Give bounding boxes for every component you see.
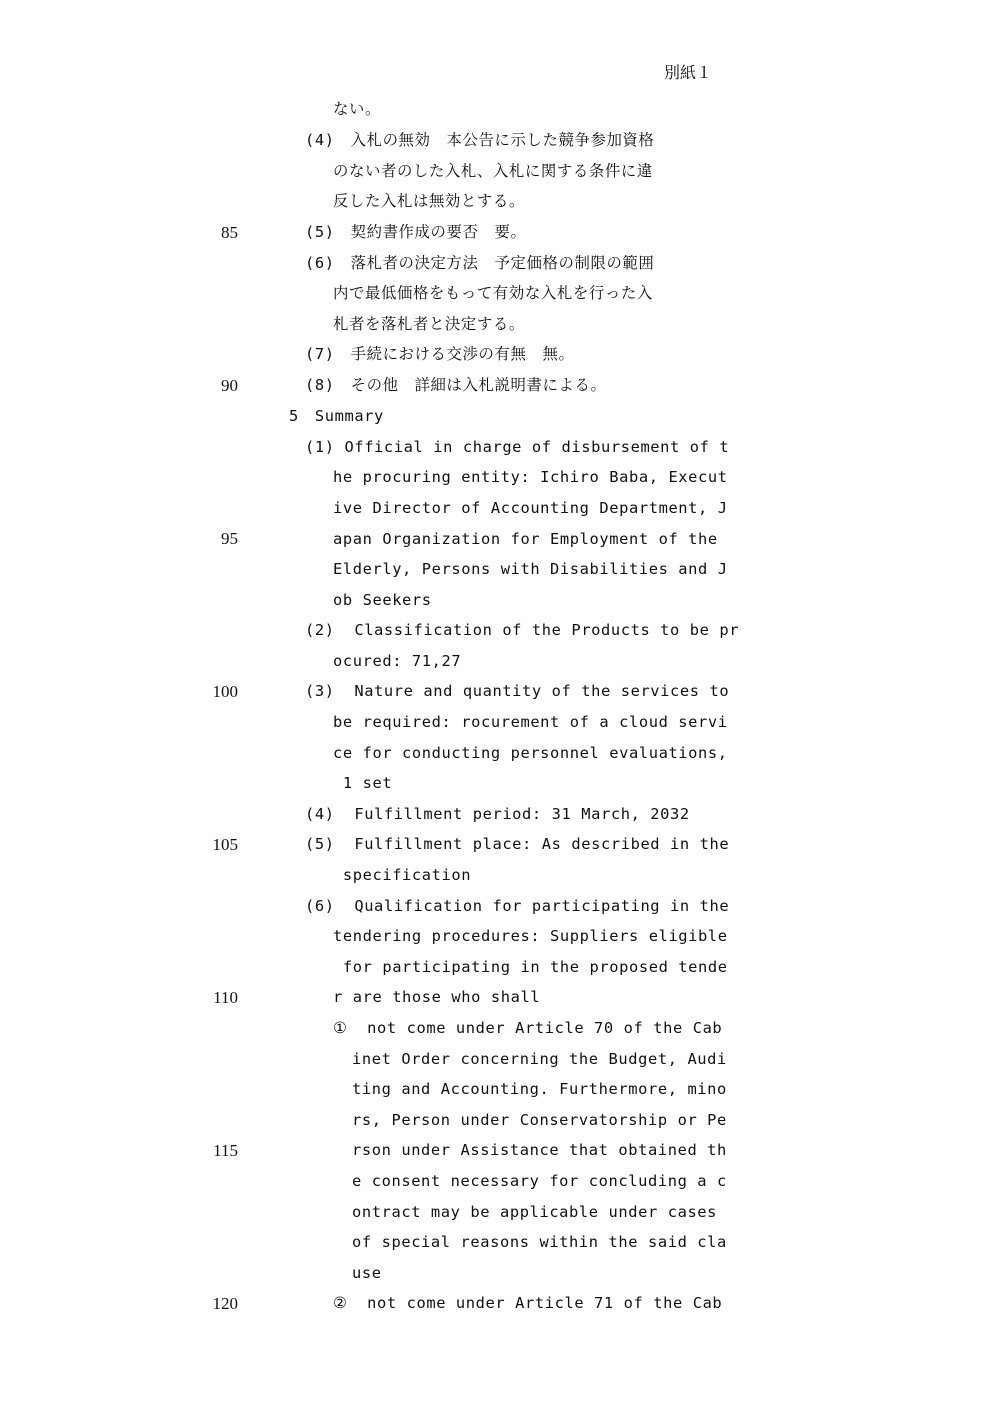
line-number: 115	[213, 1141, 238, 1160]
text-line: のない者のした入札、入札に関する条件に違	[333, 162, 653, 180]
text-line: 1 set	[333, 774, 393, 792]
text-line: ting and Accounting. Furthermore, mino	[352, 1080, 727, 1098]
line-number: 95	[221, 529, 238, 548]
text-line: e consent necessary for concluding a c	[352, 1172, 727, 1190]
text-line: specification	[333, 866, 472, 884]
text-line: ce for conducting personnel evaluations,	[333, 744, 728, 762]
text-line: for participating in the proposed tende	[333, 958, 728, 976]
text-line: of special reasons within the said cla	[352, 1233, 727, 1251]
text-line: (4) Fulfillment period: 31 March, 2032	[305, 805, 690, 823]
page-label: 別紙１	[663, 65, 712, 82]
text-line: (1) Official in charge of disbursement of t	[305, 438, 730, 456]
text-line: 札者を落札者と決定する。	[333, 315, 525, 333]
text-line: Elderly, Persons with Disabilities and J	[333, 560, 728, 578]
text-line: tendering procedures: Suppliers eligible	[333, 927, 728, 945]
line-number: 85	[221, 223, 238, 242]
text-line: (5) 契約書作成の要否 要。	[305, 223, 527, 241]
text-line: ② not come under Article 71 of the Cab	[333, 1294, 723, 1312]
text-line: r are those who shall	[333, 988, 541, 1006]
text-line: rson under Assistance that obtained th	[352, 1141, 727, 1159]
line-number: 90	[221, 376, 238, 395]
text-line: (2) Classification of the Products to be pr	[305, 621, 740, 639]
text-line: ive Director of Accounting Department, J	[333, 499, 728, 517]
text-line: 内で最低価格をもって有効な入札を行った入	[333, 284, 653, 302]
text-line: ocured: 71,27	[333, 652, 462, 670]
text-line: (4) 入札の無効 本公告に示した競争参加資格	[305, 131, 655, 149]
text-line: 反した入札は無効とする。	[333, 192, 525, 210]
line-number: 100	[212, 682, 238, 701]
text-line: use	[352, 1264, 382, 1282]
text-line: (3) Nature and quantity of the services to	[305, 682, 730, 700]
text-line: rs, Person under Conservatorship or Pe	[352, 1111, 727, 1129]
line-number: 105	[212, 835, 238, 854]
text-line: he procuring entity: Ichiro Baba, Execut	[333, 468, 728, 486]
text-line: (7) 手続における交渉の有無 無。	[305, 345, 575, 363]
text-line: be required: rocurement of a cloud servi	[333, 713, 728, 731]
text-line: (6) Qualification for participating in the	[305, 897, 730, 915]
text-line: (5) Fulfillment place: As described in the	[305, 835, 730, 853]
line-number: 110	[213, 988, 238, 1007]
line-number: 120	[212, 1294, 238, 1313]
text-line: apan Organization for Employment of the	[333, 530, 718, 548]
text-line: (8) その他 詳細は入札説明書による。	[305, 376, 607, 394]
section-heading: 5 Summary	[289, 407, 384, 425]
text-line: ontract may be applicable under cases	[352, 1203, 718, 1221]
text-line: (6) 落札者の決定方法 予定価格の制限の範囲	[305, 254, 655, 272]
text-line: inet Order concerning the Budget, Audi	[352, 1050, 727, 1068]
text-line: ① not come under Article 70 of the Cab	[333, 1019, 723, 1037]
text-line: ない。	[333, 100, 381, 118]
text-line: ob Seekers	[333, 591, 432, 609]
